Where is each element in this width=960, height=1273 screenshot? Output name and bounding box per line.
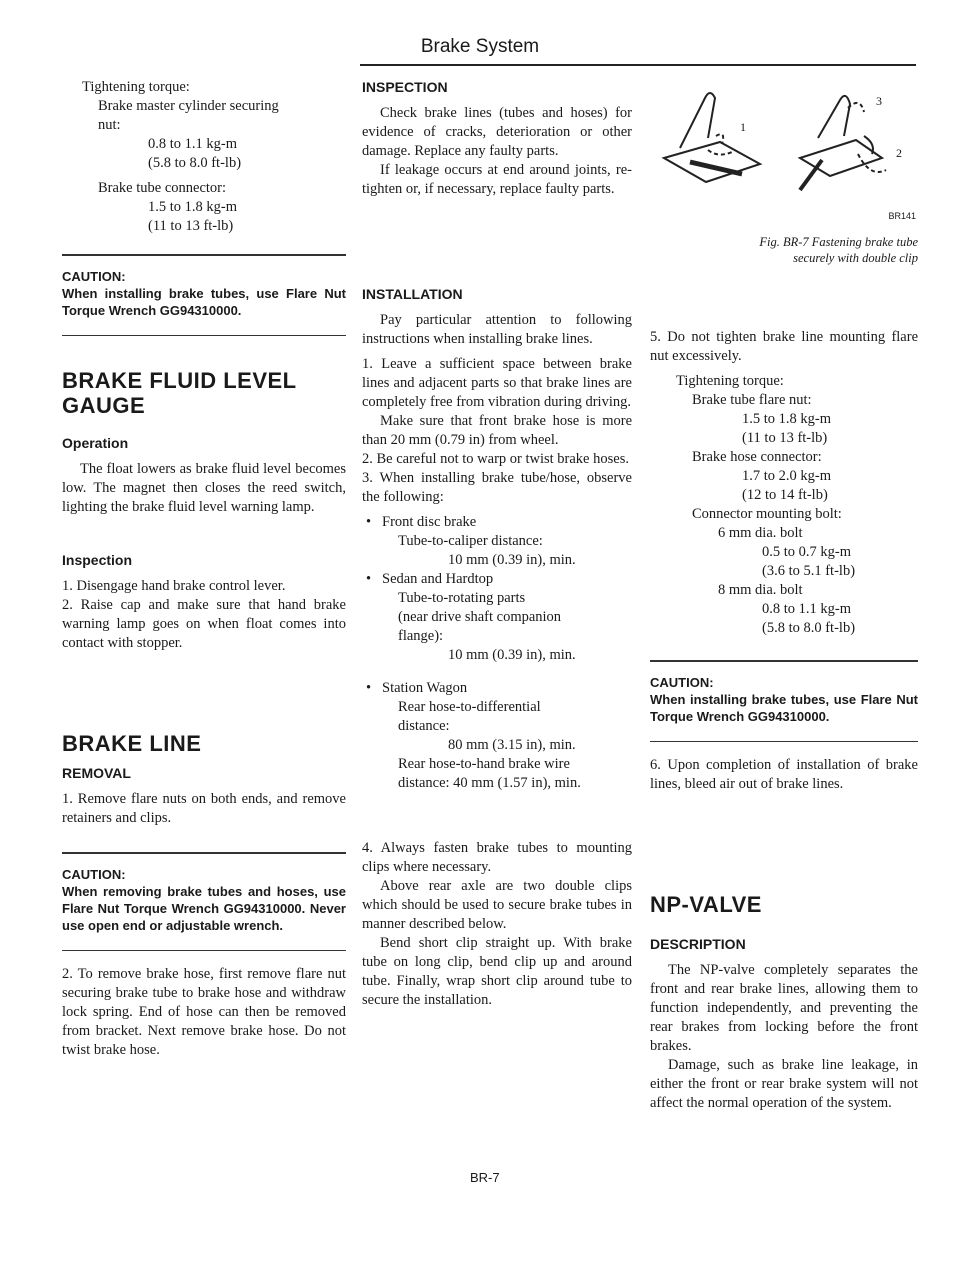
- clip-left-drawing: [664, 93, 760, 182]
- operation-text: The float lowers as brake fluid level becomes low. The magnet then closes the reed switch, lighting the brake fluid level warning lamp.: [62, 461, 346, 515]
- torque-value: 1.5 to 1.8 kg-m: [148, 199, 238, 215]
- removal-step-2: 2. To remove brake hose, first remove flare nut securing brake tube to brake hose and withdraw lock spring. End of hose can then be removed from bracket. Next remove brake hose. Do not twist brake hose.: [62, 966, 346, 1058]
- list-item-line: (near drive shaft companion: [398, 609, 562, 625]
- section-title-brake-line: BRAKE LINE: [62, 731, 202, 756]
- torque-value: (5.8 to 8.0 ft-lb): [148, 155, 242, 171]
- caution-text: When installing brake tubes, use Flare Nut Torque Wrench GG94310000.: [62, 285, 346, 318]
- list-item-title: Sedan and Hardtop: [382, 571, 494, 587]
- list-item: [362, 570, 632, 665]
- torque-value: 1.5 to 1.8 kg-m: [742, 411, 832, 427]
- torque-item-name: Brake tube flare nut:: [692, 392, 812, 408]
- installation-step-4-note: Bend short clip straight up. With brake tube on long clip, bend clip up and around tube. Finally, wrap short clip around tube to secure the installation.: [362, 935, 632, 1008]
- installation-step-1: 1. Leave a sufficient space between brake lines and adjacent parts so that brake lines are completely free from vibration during driving.: [362, 356, 632, 410]
- divider: [62, 950, 346, 952]
- figure-label-3: 3: [876, 94, 882, 108]
- torque-value: 0.8 to 1.1 kg-m: [148, 136, 238, 152]
- figure-caption: [650, 234, 918, 266]
- inspection-paragraph: If leakage occurs at end around joints, re-tighten or, if necessary, replace faulty parts.: [362, 162, 632, 197]
- bullet-icon: •: [366, 571, 372, 587]
- torque-value: 1.7 to 2.0 kg-m: [742, 468, 832, 484]
- clip-right-drawing: [800, 96, 886, 190]
- list-item-line: 10 mm (0.39 in), min.: [448, 647, 576, 663]
- torque-value: (5.8 to 8.0 ft-lb): [762, 620, 856, 636]
- list-item-line: Rear hose-to-hand brake wire: [398, 756, 570, 772]
- bullet-icon: •: [366, 680, 372, 696]
- torque-spec-block: [62, 78, 346, 236]
- figure-label-1: 1: [740, 120, 746, 134]
- divider: [650, 741, 918, 743]
- installation-step-2: 2. Be careful not to warp or twist brake hoses.: [362, 451, 629, 467]
- installation-step-1-note: Make sure that front brake hose is more than 20 mm (0.79 in) from wheel.: [362, 413, 632, 448]
- torque-sub-item: 6 mm dia. bolt: [718, 525, 803, 541]
- list-item-line: 80 mm (3.15 in), min.: [448, 737, 576, 753]
- list-item-line: distance:: [398, 718, 450, 734]
- figure-code: BR141: [888, 211, 916, 221]
- left-column: [62, 78, 346, 1060]
- section-title-fluid-level-gauge: BRAKE FLUID LEVEL GAUGE: [62, 368, 297, 418]
- torque-value: (11 to 13 ft-lb): [742, 430, 828, 446]
- list-item: [362, 679, 632, 793]
- torque-item-name: Brake tube connector:: [98, 180, 227, 196]
- caution-heading: CAUTION:: [62, 866, 126, 882]
- subsection-description: DESCRIPTION: [650, 936, 746, 952]
- torque-item-name: Brake hose connector:: [692, 449, 822, 465]
- description-paragraph: Damage, such as brake line leakage, in either the front or rear brake system will not affect the normal operation of the system.: [650, 1057, 918, 1111]
- caution-text: When removing brake tubes and hoses, use Flare Nut Torque Wrench GG94310000. Never use open end or adjustable wrench.: [62, 883, 346, 933]
- installation-step-5: 5. Do not tighten brake line mounting flare nut excessively.: [650, 329, 918, 364]
- torque-spec-block: [650, 372, 918, 638]
- installation-step-6: 6. Upon completion of installation of brake lines, bleed air out of brake lines.: [650, 757, 918, 792]
- installation-paragraph: Pay particular attention to following instructions when installing brake lines.: [362, 312, 632, 347]
- figure-double-clip: [650, 78, 918, 228]
- torque-value: 0.8 to 1.1 kg-m: [762, 601, 852, 617]
- list-item-line: Tube-to-rotating parts: [398, 590, 526, 606]
- caution-text: When installing brake tubes, use Flare Nut Torque Wrench GG94310000.: [650, 691, 918, 724]
- subsection-inspection: Inspection: [62, 552, 133, 568]
- section-title-np-valve: NP-VALVE: [650, 892, 762, 917]
- divider: [62, 254, 346, 256]
- caution-heading: CAUTION:: [62, 268, 126, 284]
- torque-item-name: nut:: [98, 117, 121, 133]
- subsection-removal: REMOVAL: [62, 765, 131, 781]
- removal-step-1: 1. Remove flare nuts on both ends, and remove retainers and clips.: [62, 791, 346, 826]
- torque-item-name: Connector mounting bolt:: [692, 506, 842, 522]
- torque-sub-item: 8 mm dia. bolt: [718, 582, 803, 598]
- subsection-operation: Operation: [62, 435, 129, 451]
- page-header: Brake System: [420, 36, 540, 57]
- list-item-title: Front disc brake: [382, 514, 477, 530]
- torque-value: (12 to 14 ft-lb): [742, 487, 828, 503]
- figure-caption-line: Fig. BR-7 Fastening brake tube: [759, 235, 918, 249]
- inspection-paragraph: Check brake lines (tubes and hoses) for evidence of cracks, deterioration or other damage. Replace any faulty parts.: [362, 105, 632, 159]
- torque-label: Tightening torque:: [82, 79, 190, 95]
- installation-step-3: 3. When installing brake tube/hose, observe the following:: [362, 470, 632, 505]
- torque-value: (11 to 13 ft-lb): [148, 218, 234, 234]
- divider: [62, 852, 346, 854]
- list-item: [362, 513, 632, 570]
- installation-step-4-note: Above rear axle are two double clips which should be used to secure brake tubes in manner described below.: [362, 878, 632, 932]
- torque-item-name: Brake master cylinder securing: [98, 98, 279, 114]
- torque-value: (3.6 to 5.1 ft-lb): [762, 563, 856, 579]
- description-paragraph: The NP-valve completely separates the front and rear brake lines, allowing them to function independently, and preventing the rear brakes from locking before the front brakes.: [650, 962, 918, 1054]
- figure-label-2: 2: [896, 146, 902, 160]
- installation-step-4: 4. Always fasten brake tubes to mounting clips where necessary.: [362, 840, 632, 875]
- bullet-icon: •: [366, 514, 372, 530]
- inspection-step-1: 1. Disengage hand brake control lever.: [62, 578, 286, 594]
- torque-value: 0.5 to 0.7 kg-m: [762, 544, 852, 560]
- subsection-inspection-lines: INSPECTION: [362, 79, 448, 95]
- right-column: [650, 78, 918, 1113]
- divider: [62, 335, 346, 337]
- list-item-line: Tube-to-caliper distance:: [398, 533, 543, 549]
- list-item-line: flange):: [398, 628, 444, 644]
- inspection-step-2: 2. Raise cap and make sure that hand brake warning lamp goes on when float comes into contact with stopper.: [62, 597, 346, 651]
- list-item-line: distance: 40 mm (1.57 in), min.: [398, 775, 581, 791]
- middle-column: [362, 78, 632, 1010]
- subsection-installation: INSTALLATION: [362, 286, 463, 302]
- list-item-line: Rear hose-to-differential: [398, 699, 541, 715]
- divider: [650, 660, 918, 662]
- page-number: BR-7: [470, 1170, 500, 1185]
- header-rule: [360, 64, 916, 66]
- torque-label: Tightening torque:: [676, 373, 784, 389]
- list-item-line: 10 mm (0.39 in), min.: [448, 552, 576, 568]
- figure-caption-line: securely with double clip: [793, 251, 918, 265]
- list-item-title: Station Wagon: [382, 680, 468, 696]
- caution-heading: CAUTION:: [650, 674, 714, 690]
